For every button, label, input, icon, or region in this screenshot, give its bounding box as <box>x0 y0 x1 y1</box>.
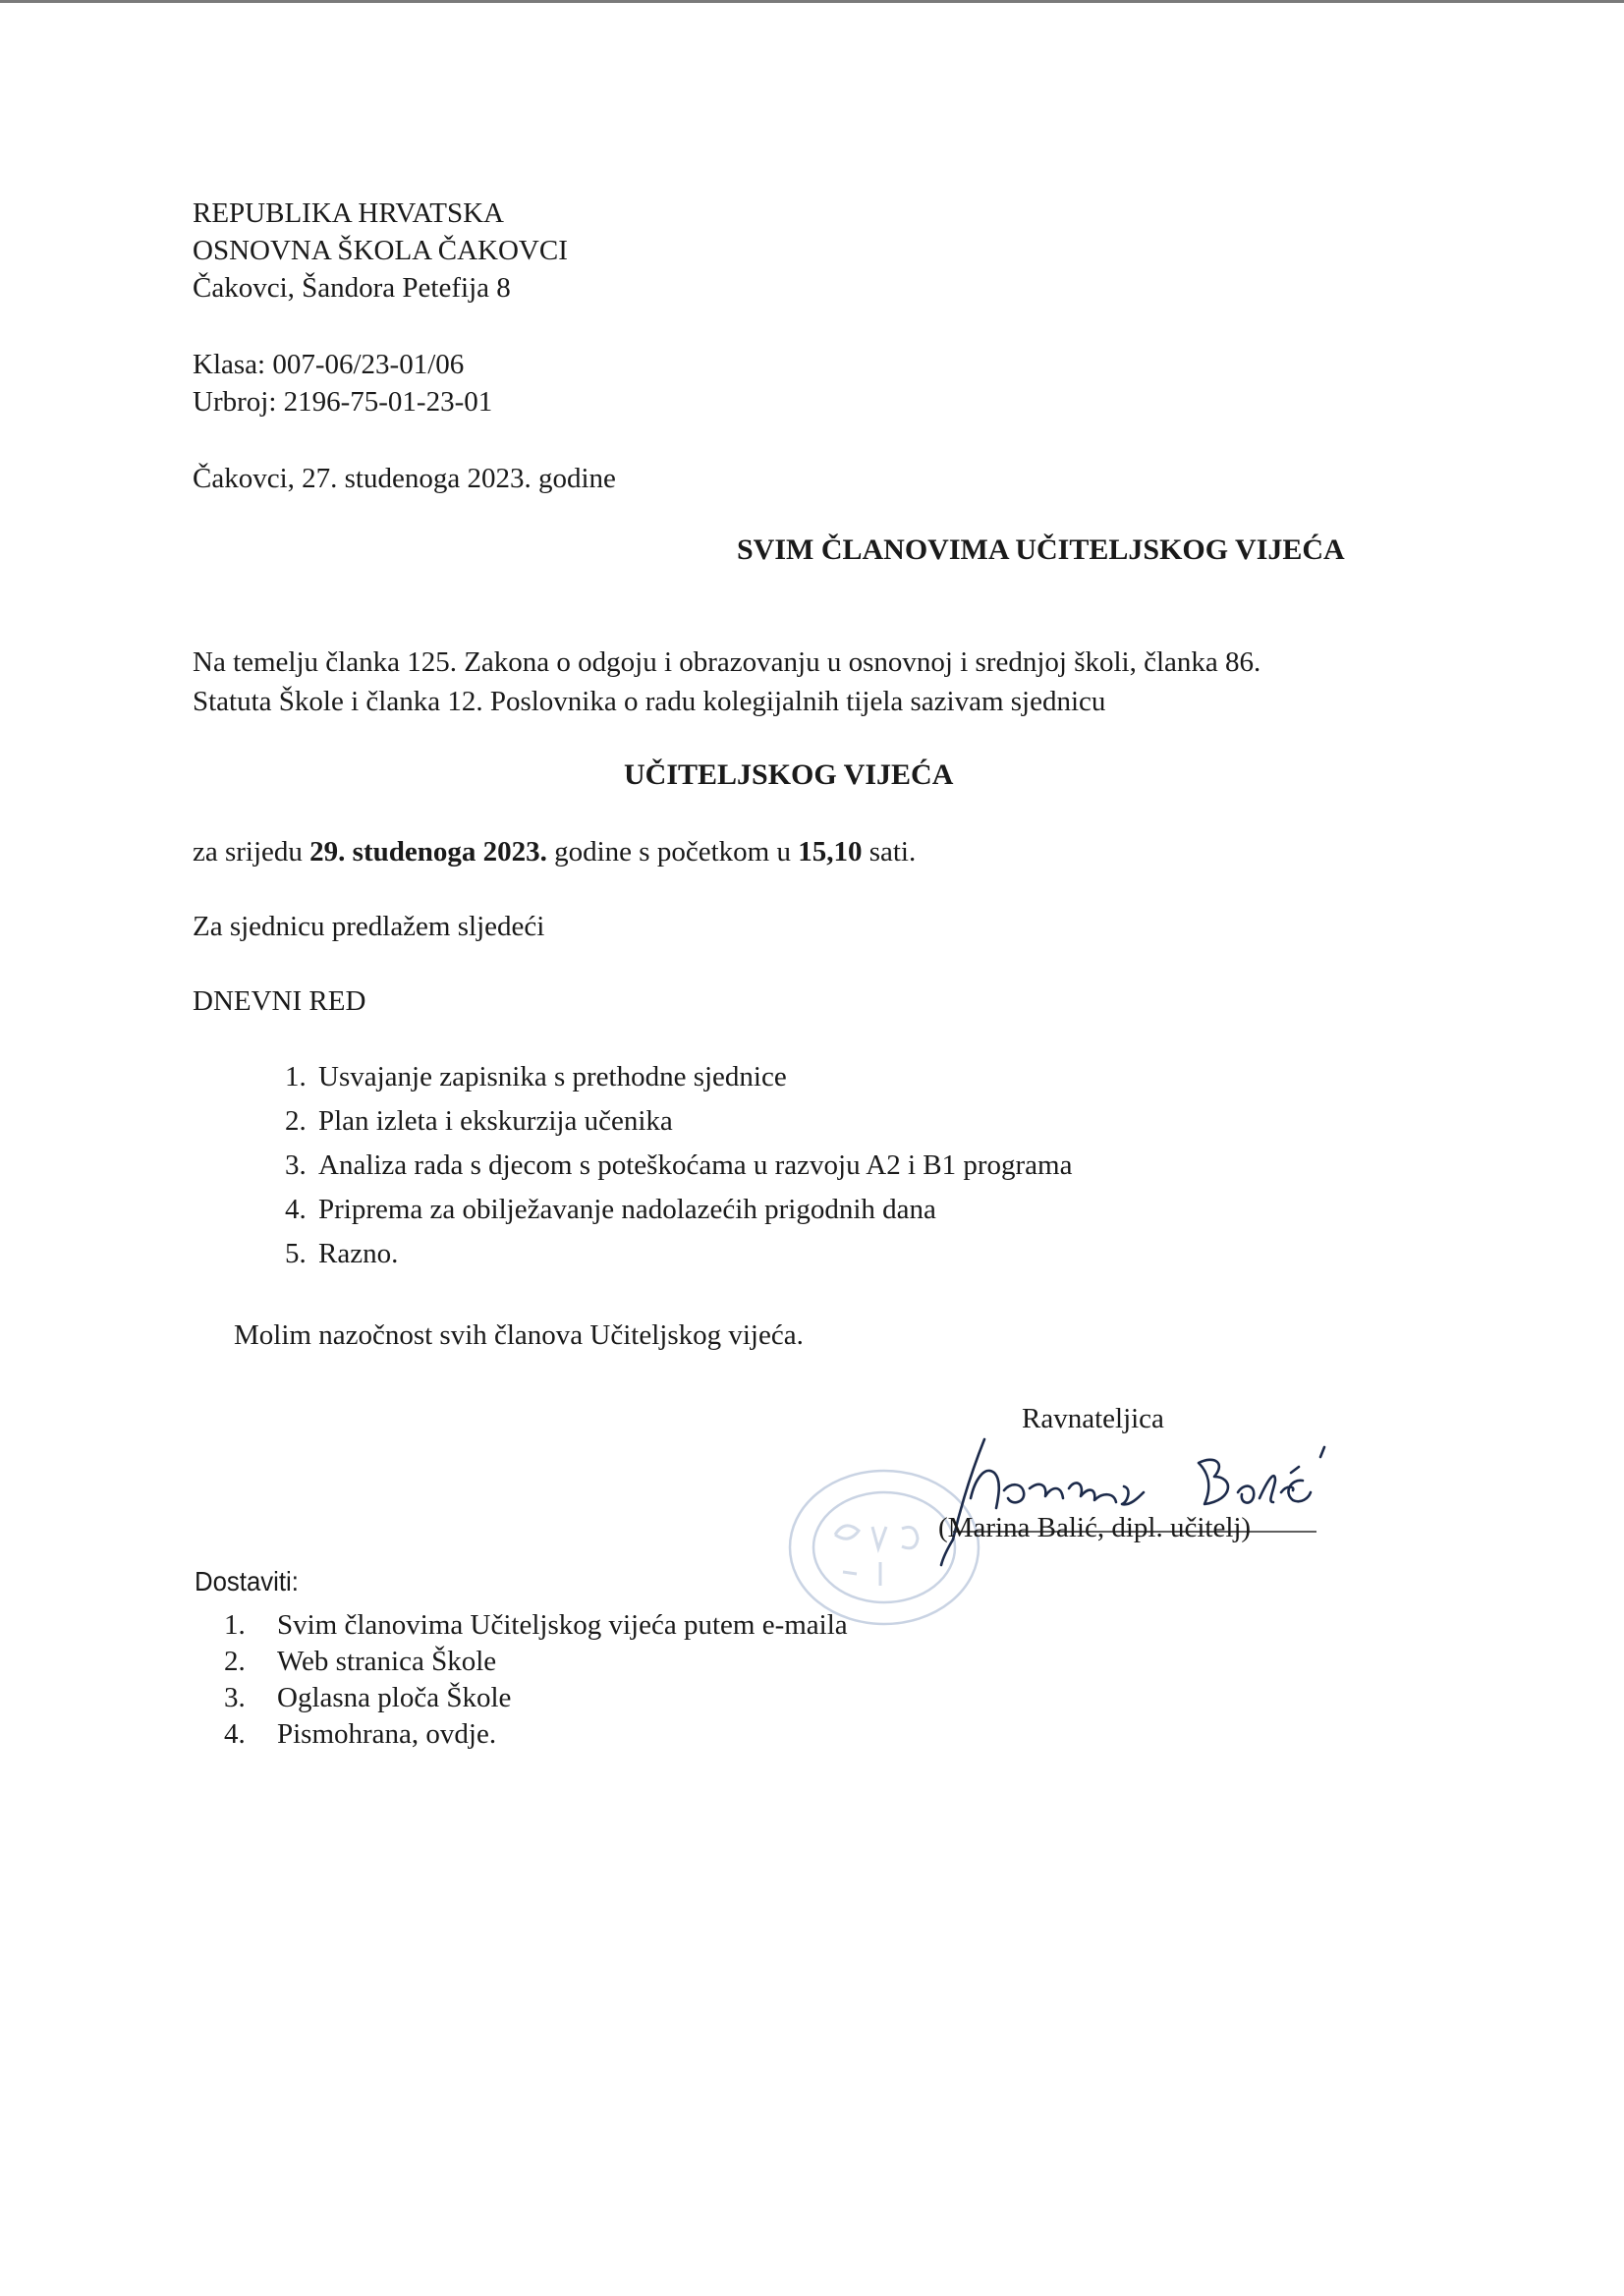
agenda-item <box>285 1188 1072 1232</box>
agenda-item-number: 5. <box>285 1238 307 1269</box>
agenda-item <box>285 1055 1072 1099</box>
agenda-item-number: 3. <box>285 1149 307 1181</box>
meeting-date-line <box>193 833 916 870</box>
distribution-item <box>224 1644 848 1680</box>
meeting-middle: godine s početkom u <box>546 836 799 868</box>
letterhead <box>193 195 568 307</box>
agenda-item-text: Usvajanje zapisnika s prethodne sjednice <box>318 1061 787 1092</box>
klasa-number: Klasa: 007-06/23-01/06 <box>193 349 465 380</box>
distribution-item-number: 4. <box>224 1718 246 1750</box>
document-classification <box>193 346 492 420</box>
signer-role: Ravnateljica <box>1022 1403 1164 1434</box>
signer-name: (Marina Balić, dipl. učitelj) <box>938 1512 1252 1543</box>
agenda-item <box>285 1099 1072 1144</box>
agenda-item-text: Plan izleta i ekskurzija učenika <box>318 1105 673 1137</box>
agenda-item <box>285 1144 1072 1188</box>
distribution-item <box>224 1716 848 1753</box>
agenda-item-number: 1. <box>285 1061 307 1092</box>
distribution-item-number: 3. <box>224 1682 246 1713</box>
intro-line-1: Na temelju članka 125. Zakona o odgoju i obrazovanju u osnovnoj i srednjoj školi, članka 86. <box>193 646 1261 678</box>
distribution-item-text: Oglasna ploča Škole <box>277 1682 512 1713</box>
scan-edge-line <box>0 0 1624 3</box>
agenda-item-number: 2. <box>285 1105 307 1137</box>
meeting-time: 15,10 <box>798 836 863 868</box>
distribution-item-text: Pismohrana, ovdje. <box>277 1718 497 1750</box>
handwritten-signature <box>914 1429 1336 1567</box>
document-date: Čakovci, 27. studenoga 2023. godine <box>193 463 616 494</box>
distribution-item <box>224 1680 848 1716</box>
distribution-heading: Dostaviti: <box>195 1566 299 1596</box>
meeting-prefix: za srijedu <box>193 836 310 868</box>
agenda-item-text: Razno. <box>318 1238 399 1269</box>
distribution-item-text: Svim članovima Učiteljskog vijeća putem e-maila <box>277 1609 848 1641</box>
urbroj-number: Urbroj: 2196-75-01-23-01 <box>193 386 493 418</box>
distribution-item-number: 2. <box>224 1646 246 1677</box>
meeting-suffix: sati. <box>862 836 917 868</box>
distribution-item <box>224 1607 848 1644</box>
agenda-item-text: Priprema za obilježavanje nadolazećih prigodnih dana <box>318 1194 936 1225</box>
council-title: UČITELJSKOG VIJEĆA <box>624 758 954 791</box>
school-address: Čakovci, Šandora Petefija 8 <box>193 272 511 304</box>
proposal-line: Za sjednicu predlažem sljedeći <box>193 911 545 942</box>
distribution-item-text: Web stranica Škole <box>277 1646 497 1677</box>
distribution-item-number: 1. <box>224 1609 246 1641</box>
addressee-heading: SVIM ČLANOVIMA UČITELJSKOG VIJEĆA <box>737 533 1345 566</box>
distribution-list <box>224 1607 848 1753</box>
intro-line-2: Statuta Škole i članka 12. Poslovnika o radu kolegijalnih tijela sazivam sjednicu <box>193 686 1106 717</box>
meeting-date: 29. studenoga 2023. <box>309 836 547 868</box>
agenda-item-number: 4. <box>285 1194 307 1225</box>
agenda-heading: DNEVNI RED <box>193 985 366 1017</box>
agenda-list <box>285 1055 1072 1276</box>
agenda-item-text: Analiza rada s djecom s poteškoćama u razvoju A2 i B1 programa <box>318 1149 1073 1181</box>
country-name: REPUBLIKA HRVATSKA <box>193 197 505 229</box>
attendance-request: Molim nazočnost svih članova Učiteljskog vijeća. <box>234 1319 804 1351</box>
agenda-item <box>285 1232 1072 1276</box>
intro-paragraph <box>193 643 1260 721</box>
school-name: OSNOVNA ŠKOLA ČAKOVCI <box>193 235 568 266</box>
